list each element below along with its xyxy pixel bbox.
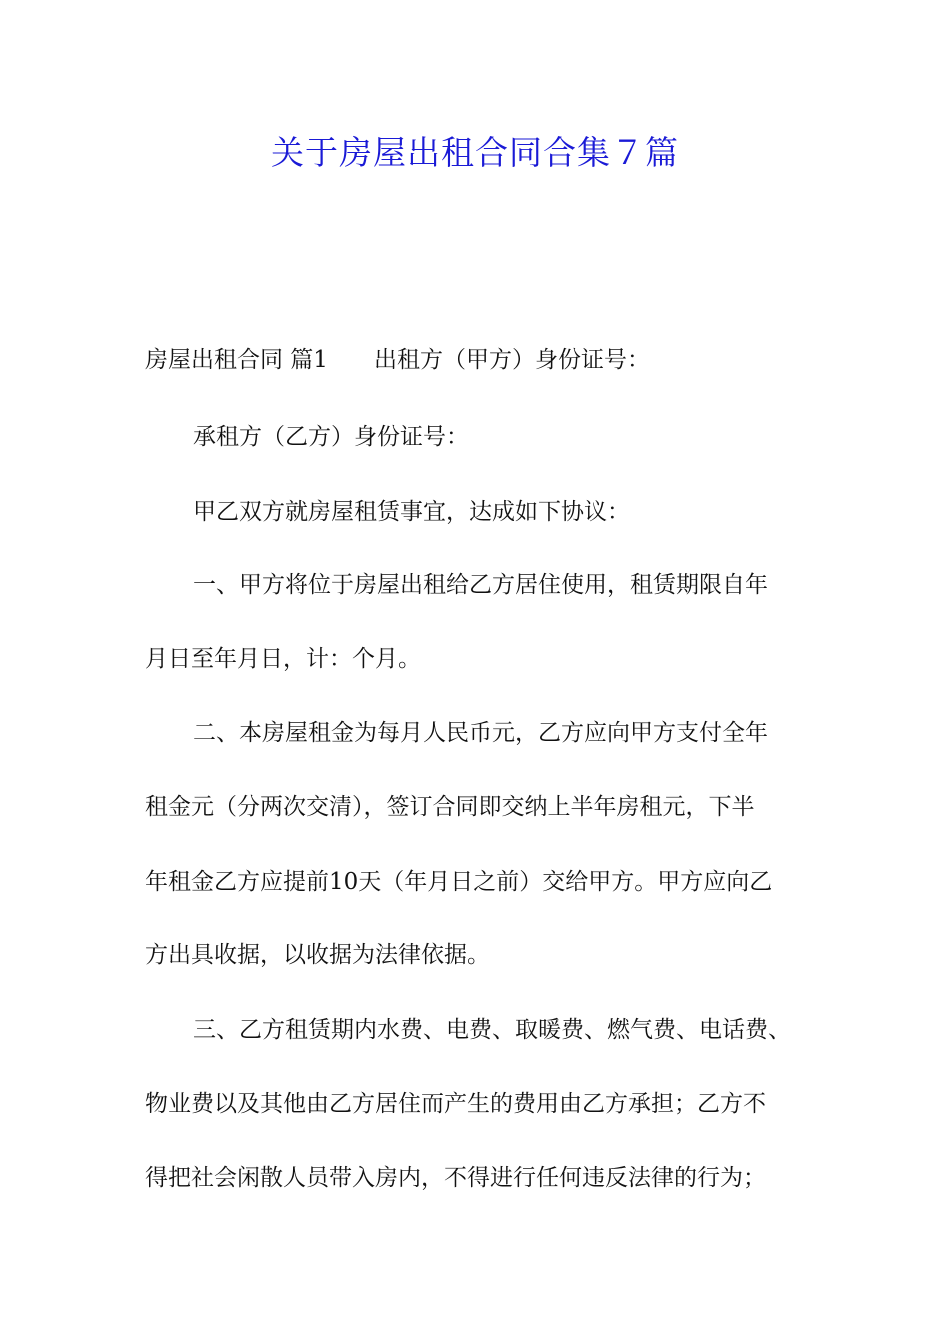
clause-1-line-1: 一、甲方将位于房屋出租给乙方居住使用，租赁期限自年: [193, 572, 768, 598]
clause-3-line-1: 三、乙方租赁期内水费、电费、取暖费、燃气费、电话费、: [193, 1017, 791, 1043]
clause-3-line-3: 得把社会闲散人员带入房内，不得进行任何违反法律的行为；: [145, 1165, 766, 1191]
clause-2-line-1: 二、本房屋租金为每月人民币元，乙方应向甲方支付全年: [193, 720, 768, 746]
clause-2-line-2: 租金元（分两次交清），签订合同即交纳上半年房租元，下半: [145, 794, 755, 820]
section-heading: 房屋出租合同 篇1: [145, 347, 328, 373]
heading-line: [145, 343, 650, 377]
lessor-id-line: 出租方（甲方）身份证号：: [373, 347, 650, 373]
clause-2-line-3: 年租金乙方应提前10天（年月日之前）交给甲方。甲方应向乙: [145, 869, 773, 895]
agreement-intro: 甲乙双方就房屋租赁事宜，达成如下协议：: [193, 499, 630, 525]
document-title: 关于房屋出租合同合集７篇: [271, 133, 679, 172]
clause-1-line-2: 月日至年月日，计：个月。: [145, 646, 421, 672]
clause-2-line-4: 方出具收据，以收据为法律依据。: [145, 942, 490, 968]
clause-3-line-2: 物业费以及其他由乙方居住而产生的费用由乙方承担；乙方不: [145, 1091, 766, 1117]
lessee-id-line: 承租方（乙方）身份证号：: [193, 424, 469, 450]
